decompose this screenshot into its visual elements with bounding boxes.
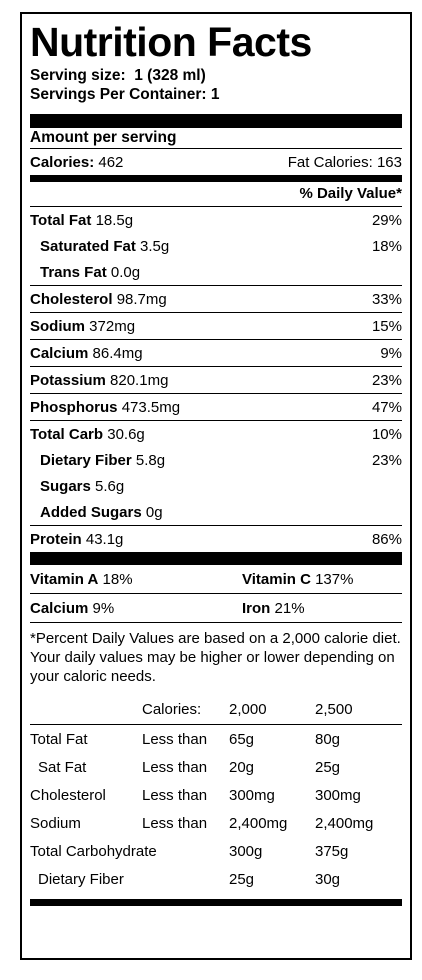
calories-row — [30, 149, 402, 175]
nutrient-row-phosphorus: Phosphorus 473.5mg 47% — [30, 393, 402, 420]
daily-value-footnote: *Percent Daily Values are based on a 2,000 calorie diet. Your daily values may be higher or lower depending on your caloric needs. — [30, 630, 401, 685]
calories: Calories: 462 — [30, 153, 124, 171]
bottom-divider — [30, 899, 402, 906]
mineral-row — [30, 594, 402, 622]
nutrient-row-total-carb: Total Carb 30.6g 10% — [30, 420, 402, 447]
nutrient-row-cholesterol: Cholesterol 98.7mg 33% — [30, 285, 402, 312]
table-row: Cholesterol Less than 300mg 300mg — [30, 786, 361, 804]
thick-divider — [30, 114, 402, 128]
nutrient-row-dietary-fiber: Dietary Fiber 5.8g 23% — [40, 451, 402, 469]
iron: Iron 21% — [242, 599, 305, 617]
fat-calories: Fat Calories: 163 — [287, 153, 402, 171]
nutrient-row-protein: Protein 43.1g 86% — [30, 525, 402, 552]
serving-size: Serving size: 1 (328 ml) — [30, 67, 206, 84]
calcium: Calcium 9% — [30, 599, 115, 617]
table-row: Sat Fat Less than 20g 25g — [38, 758, 341, 776]
table-row: Total Fat Less than 65g 80g — [30, 730, 341, 748]
medium-divider — [30, 175, 402, 182]
amount-per-serving: Amount per serving — [30, 129, 177, 146]
nutrient-row-total-fat: Total Fat 18.5g 29% — [30, 206, 402, 233]
thick-divider — [30, 552, 402, 565]
table-row: Total Carbohydrate 300g 375g — [30, 842, 349, 860]
nutrient-row-sugars: Sugars 5.6g — [40, 477, 125, 495]
vitamin-c: Vitamin C 137% — [242, 570, 354, 588]
vitamin-row — [30, 565, 402, 593]
daily-value-table — [30, 694, 402, 893]
vitamin-a: Vitamin A 18% — [30, 570, 133, 588]
nutrient-row-sodium: Sodium 372mg 15% — [30, 312, 402, 339]
nutrient-row-added-sugars: Added Sugars 0g — [40, 503, 163, 521]
daily-value-header: % Daily Value* — [299, 185, 402, 202]
nutrient-row-trans-fat: Trans Fat 0.0g — [40, 263, 141, 281]
label-title: Nutrition Facts — [30, 19, 312, 65]
servings-per-container: Servings Per Container: 1 — [30, 86, 220, 103]
nutrition-label — [20, 12, 412, 960]
table-row: Sodium Less than 2,400mg 2,400mg — [30, 814, 374, 832]
nutrient-row-saturated-fat: Saturated Fat 3.5g 18% — [40, 237, 402, 255]
table-header-row: Calories: 2,000 2,500 — [30, 694, 402, 725]
table-row: Dietary Fiber 25g 30g — [38, 870, 341, 888]
nutrient-row-potassium: Potassium 820.1mg 23% — [30, 366, 402, 393]
nutrient-row-calcium: Calcium 86.4mg 9% — [30, 339, 402, 366]
